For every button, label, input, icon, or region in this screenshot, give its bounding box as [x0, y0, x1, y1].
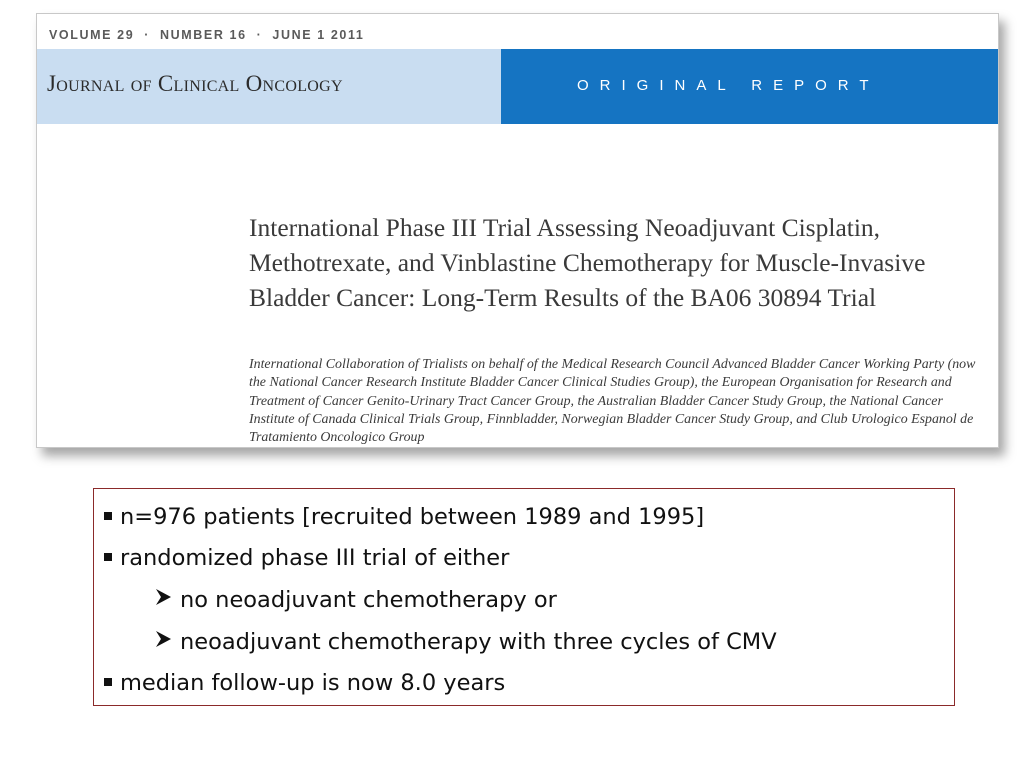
article-title: International Phase III Trial Assessing Neoadjuvant Cisplatin, Methotrexate, and Vinblastine Chemotherapy for Muscle-Invasive Bladder Cancer: Long-Term Results of the BA06 30894 Trial — [249, 213, 926, 312]
square-bullet-icon — [104, 512, 112, 520]
summary-list — [104, 497, 954, 704]
journal-name: Journal of Clinical Oncology — [47, 71, 343, 96]
journal-name-band — [37, 49, 501, 124]
arrowhead-bullet-icon — [154, 621, 172, 662]
square-bullet-icon — [104, 678, 112, 686]
arrowhead-bullet-icon — [154, 579, 172, 620]
summary-item — [104, 497, 954, 538]
summary-item-text: no neoadjuvant chemotherapy or — [180, 587, 557, 613]
article-authors: International Collaboration of Trialists on behalf of the Medical Research Council Advanced Bladder Cancer Working Party (now the National Cancer Research Institute Bladder Cancer Clinical Studies Group), the European Organisation for Research and Treatment of Cancer Genito-Urinary Tract Cancer Group, the Australian Bladder Cancer Study Group, the National Cancer Institute of Canada Clinical Trials Group, Finnbladder, Norwegian Bladder Cancer Study Group, and Club Urologico Espanol de Tratamiento Oncologico Group — [249, 357, 976, 446]
issue-separator: · — [144, 28, 151, 42]
square-bullet-icon — [104, 553, 112, 561]
report-type: ORIGINAL REPORT — [577, 77, 880, 94]
summary-subitem — [104, 621, 954, 663]
issue-separator: · — [256, 28, 263, 42]
summary-item — [104, 538, 954, 579]
journal-article-excerpt — [36, 13, 999, 448]
summary-subitem — [104, 579, 954, 621]
issue-line — [49, 28, 364, 42]
report-type-band — [501, 49, 998, 124]
summary-item — [104, 663, 954, 704]
number-label: NUMBER 16 — [160, 28, 247, 42]
summary-box — [93, 488, 955, 706]
summary-item-text: randomized phase III trial of either — [120, 545, 510, 571]
summary-item-text: neoadjuvant chemotherapy with three cycles of CMV — [180, 629, 777, 655]
summary-item-text: n=976 patients [recruited between 1989 and 1995] — [120, 504, 705, 530]
volume-label: VOLUME 29 — [49, 28, 135, 42]
summary-item-text: median follow-up is now 8.0 years — [120, 670, 506, 696]
date-label: JUNE 1 2011 — [272, 28, 365, 42]
